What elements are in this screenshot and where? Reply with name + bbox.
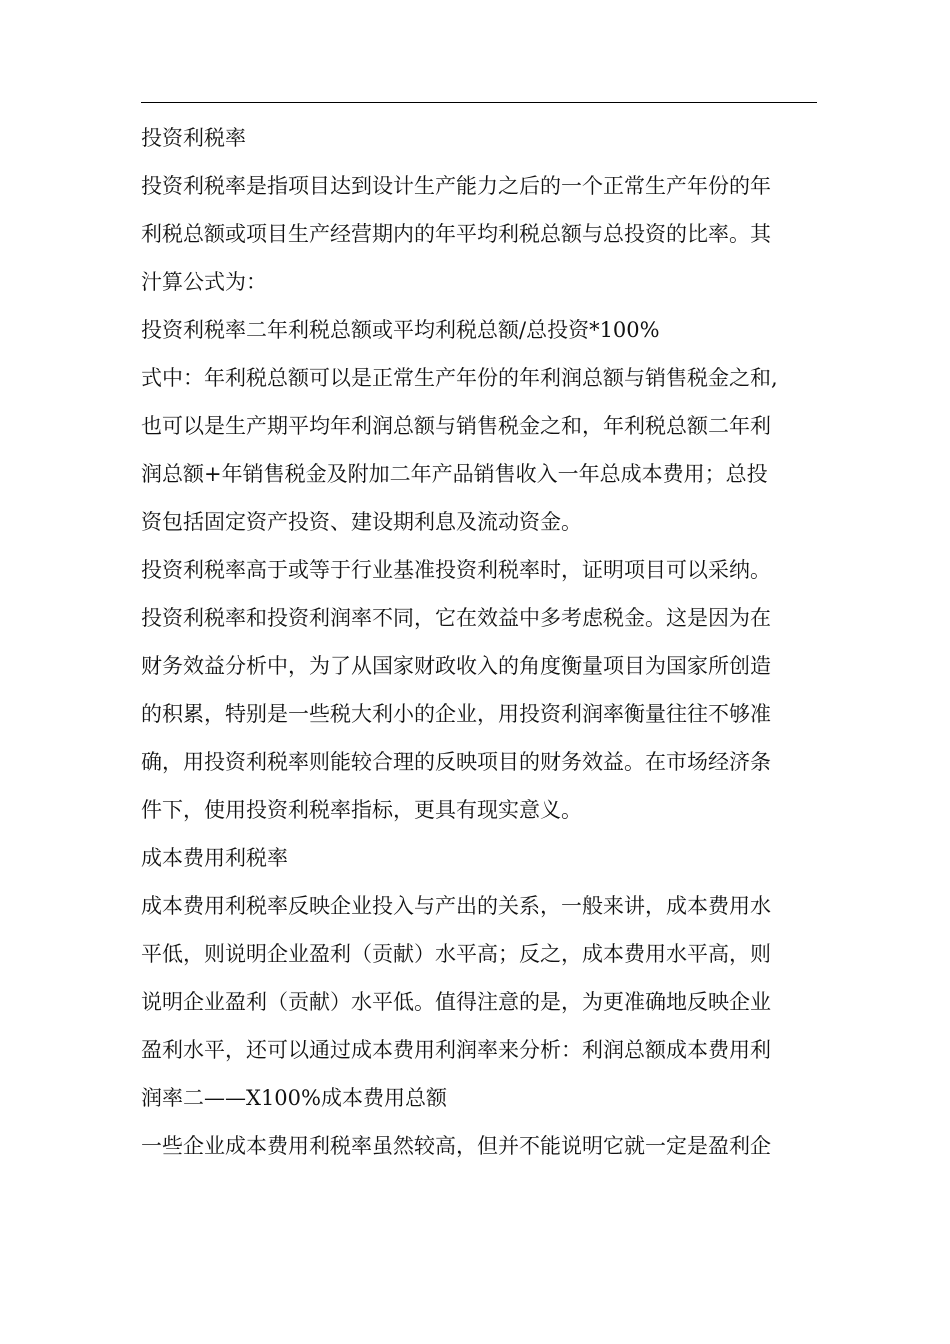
header-rule <box>141 102 817 103</box>
text-line: 润率二——X100%成本费用总额 <box>141 1086 447 1110</box>
text-line: 平低，则说明企业盈利（贡献）水平高；反之，成本费用水平高，则 <box>141 942 771 966</box>
text-line: 成本费用利税率 <box>141 846 288 870</box>
text-line: 一些企业成本费用利税率虽然较高，但并不能说明它就一定是盈利企 <box>141 1134 771 1158</box>
paragraph <box>141 594 821 834</box>
text-line: 确，用投资利税率则能较合理的反映项目的财务效益。在市场经济条 <box>141 750 771 774</box>
text-line: 式中：年利税总额可以是正常生产年份的年利润总额与销售税金之和, <box>141 366 778 390</box>
paragraph <box>141 306 821 354</box>
text-line: 成本费用利税率反映企业投入与产出的关系，一般来讲，成本费用水 <box>141 894 771 918</box>
text-line: 也可以是生产期平均年利润总额与销售税金之和，年利税总额二年利 <box>141 414 771 438</box>
text-line: 汁算公式为： <box>141 270 267 294</box>
text-line: 投资利税率 <box>141 126 246 150</box>
text-line: 件下，使用投资利税率指标，更具有现实意义。 <box>141 798 582 822</box>
text-line: 利税总额或项目生产经营期内的年平均利税总额与总投资的比率。其 <box>141 222 771 246</box>
text-line: 资包括固定资产投资、建设期利息及流动资金。 <box>141 510 582 534</box>
paragraph <box>141 546 821 594</box>
text-line: 投资利税率二年利税总额或平均利税总额/总投资*100% <box>141 318 660 342</box>
paragraph <box>141 114 821 162</box>
text-line: 财务效益分析中，为了从国家财政收入的角度衡量项目为国家所创造 <box>141 654 771 678</box>
text-line: 说明企业盈利（贡献）水平低。值得注意的是，为更准确地反映企业 <box>141 990 771 1014</box>
text-line: 投资利税率和投资利润率不同，它在效益中多考虑税金。这是因为在 <box>141 606 771 630</box>
paragraph <box>141 882 821 1122</box>
text-line: 投资利税率是指项目达到设计生产能力之后的一个正常生产年份的年 <box>141 174 771 198</box>
document-body <box>141 114 821 1170</box>
paragraph <box>141 162 821 306</box>
paragraph <box>141 1122 821 1170</box>
text-line: 投资利税率高于或等于行业基准投资利税率时，证明项目可以采纳。 <box>141 558 771 582</box>
text-line: 润总额+年销售税金及附加二年产品销售收入一年总成本费用；总投 <box>141 462 768 486</box>
paragraph <box>141 354 821 546</box>
text-line: 盈利水平，还可以通过成本费用利润率来分析：利润总额成本费用利 <box>141 1038 771 1062</box>
text-line: 的积累，特别是一些税大利小的企业，用投资利润率衡量往往不够准 <box>141 702 771 726</box>
paragraph <box>141 834 821 882</box>
